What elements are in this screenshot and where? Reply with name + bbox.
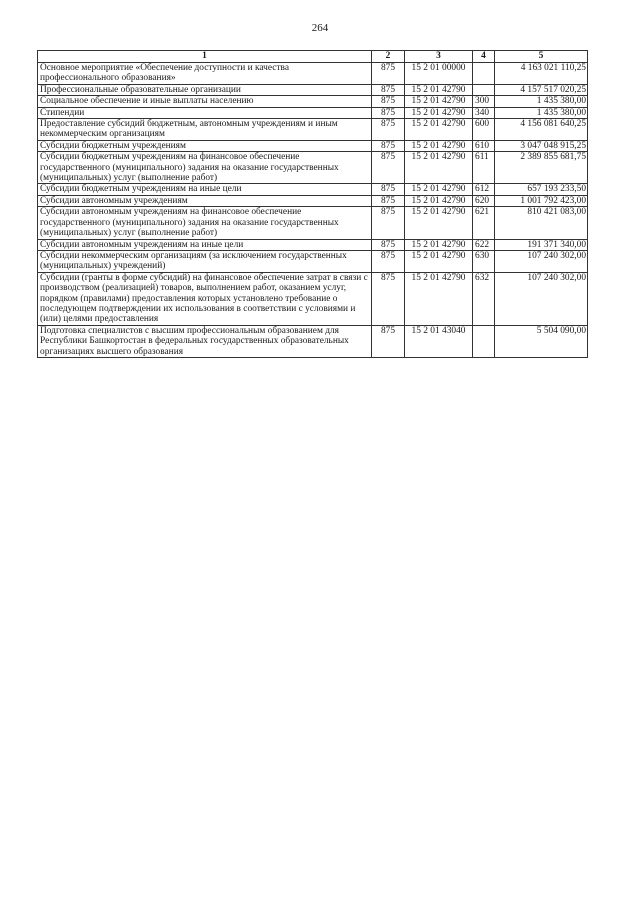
table-row (38, 195, 588, 206)
row-ministry-cell: 875 (372, 84, 405, 95)
row-ministry-cell: 875 (372, 207, 405, 239)
row-expense-type-cell: 630 (473, 250, 495, 272)
column-header-name: 1 (38, 51, 372, 63)
row-amount-cell: 191 371 340,00 (495, 239, 588, 250)
row-amount-cell: 1 001 792 423,00 (495, 195, 588, 206)
row-ministry-cell: 875 (372, 107, 405, 118)
row-expense-type-cell: 300 (473, 96, 495, 107)
row-target-code-cell: 15 2 01 42790 (405, 195, 473, 206)
row-ministry-cell: 875 (372, 195, 405, 206)
row-amount-cell: 4 163 021 110,25 (495, 63, 588, 85)
row-ministry-cell: 875 (372, 96, 405, 107)
row-name-cell: Субсидии бюджетным учреждениям на иные цели (38, 184, 372, 195)
row-ministry-cell: 875 (372, 239, 405, 250)
row-expense-type-cell: 610 (473, 140, 495, 151)
row-ministry-cell: 875 (372, 184, 405, 195)
row-target-code-cell: 15 2 01 43040 (405, 325, 473, 357)
row-expense-type-cell: 632 (473, 272, 495, 325)
row-amount-cell: 657 193 233,50 (495, 184, 588, 195)
column-header-amount: 5 (495, 51, 588, 63)
table-row (38, 96, 588, 107)
row-ministry-cell: 875 (372, 63, 405, 85)
row-target-code-cell: 15 2 01 42790 (405, 239, 473, 250)
row-name-cell: Профессиональные образовательные организации (38, 84, 372, 95)
row-ministry-cell: 875 (372, 250, 405, 272)
row-name-cell: Подготовка специалистов с высшим профессиональным образованием для Республики Башкортостан в федеральных государственных образовательных организациях высшего образования (38, 325, 372, 357)
table-row (38, 239, 588, 250)
row-expense-type-cell: 620 (473, 195, 495, 206)
row-expense-type-cell: 622 (473, 239, 495, 250)
row-name-cell: Стипендии (38, 107, 372, 118)
row-expense-type-cell: 621 (473, 207, 495, 239)
row-expense-type-cell: 340 (473, 107, 495, 118)
row-expense-type-cell: 612 (473, 184, 495, 195)
row-name-cell: Субсидии автономным учреждениям (38, 195, 372, 206)
row-amount-cell: 810 421 083,00 (495, 207, 588, 239)
row-amount-cell: 1 435 380,00 (495, 107, 588, 118)
row-name-cell: Субсидии некоммерческим организациям (за исключением государственных (муниципальных) учреждений) (38, 250, 372, 272)
row-expense-type-cell (473, 84, 495, 95)
row-amount-cell: 4 156 081 640,25 (495, 119, 588, 141)
row-target-code-cell: 15 2 01 42790 (405, 107, 473, 118)
column-header-type: 4 (473, 51, 495, 63)
row-ministry-cell: 875 (372, 140, 405, 151)
table-row (38, 184, 588, 195)
table-row (38, 140, 588, 151)
row-expense-type-cell: 611 (473, 152, 495, 184)
row-name-cell: Предоставление субсидий бюджетным, автономным учреждениям и иным некоммерческим организациям (38, 119, 372, 141)
row-expense-type-cell: 600 (473, 119, 495, 141)
table-header-row (38, 51, 588, 63)
row-name-cell: Субсидии бюджетным учреждениям (38, 140, 372, 151)
table-row (38, 84, 588, 95)
row-target-code-cell: 15 2 01 42790 (405, 272, 473, 325)
table-row (38, 107, 588, 118)
row-ministry-cell: 875 (372, 325, 405, 357)
row-target-code-cell: 15 2 01 42790 (405, 250, 473, 272)
table-row (38, 207, 588, 239)
table-row (38, 272, 588, 325)
row-expense-type-cell (473, 63, 495, 85)
row-name-cell: Субсидии (гранты в форме субсидий) на финансовое обеспечение затрат в связи с производством (реализацией) товаров, выполнением работ, оказанием услуг, порядком (правилами) предоставления которых установлено требование о последующем подтверждении их использования в соответствии с условиями и (или) целями предоставления (38, 272, 372, 325)
row-ministry-cell: 875 (372, 152, 405, 184)
row-target-code-cell: 15 2 01 00000 (405, 63, 473, 85)
row-name-cell: Субсидии бюджетным учреждениям на финансовое обеспечение государственного (муниципального) задания на оказание государственных (муниципальных) услуг (выполнение работ) (38, 152, 372, 184)
row-ministry-cell: 875 (372, 272, 405, 325)
row-target-code-cell: 15 2 01 42790 (405, 119, 473, 141)
row-name-cell: Субсидии автономным учреждениям на финансовое обеспечение государственного (муниципального) задания на оказание государственных (муниципальных) услуг (выполнение работ) (38, 207, 372, 239)
column-header-ministry: 2 (372, 51, 405, 63)
row-target-code-cell: 15 2 01 42790 (405, 96, 473, 107)
table-body (38, 63, 588, 358)
row-target-code-cell: 15 2 01 42790 (405, 140, 473, 151)
row-amount-cell: 107 240 302,00 (495, 250, 588, 272)
row-target-code-cell: 15 2 01 42790 (405, 184, 473, 195)
row-expense-type-cell (473, 325, 495, 357)
row-amount-cell: 4 157 517 020,25 (495, 84, 588, 95)
budget-table (37, 50, 588, 358)
page-number: 264 (311, 22, 329, 34)
row-name-cell: Социальное обеспечение и иные выплаты населению (38, 96, 372, 107)
row-amount-cell: 5 504 090,00 (495, 325, 588, 357)
table-row (38, 325, 588, 357)
column-header-target: 3 (405, 51, 473, 63)
row-name-cell: Субсидии автономным учреждениям на иные цели (38, 239, 372, 250)
row-target-code-cell: 15 2 01 42790 (405, 152, 473, 184)
table-row (38, 63, 588, 85)
table-row (38, 152, 588, 184)
row-amount-cell: 3 047 048 915,25 (495, 140, 588, 151)
table-row (38, 250, 588, 272)
row-amount-cell: 1 435 380,00 (495, 96, 588, 107)
row-target-code-cell: 15 2 01 42790 (405, 84, 473, 95)
row-ministry-cell: 875 (372, 119, 405, 141)
row-amount-cell: 107 240 302,00 (495, 272, 588, 325)
row-name-cell: Основное мероприятие «Обеспечение доступности и качества профессионального образования» (38, 63, 372, 85)
table-row (38, 119, 588, 141)
row-amount-cell: 2 389 855 681,75 (495, 152, 588, 184)
row-target-code-cell: 15 2 01 42790 (405, 207, 473, 239)
